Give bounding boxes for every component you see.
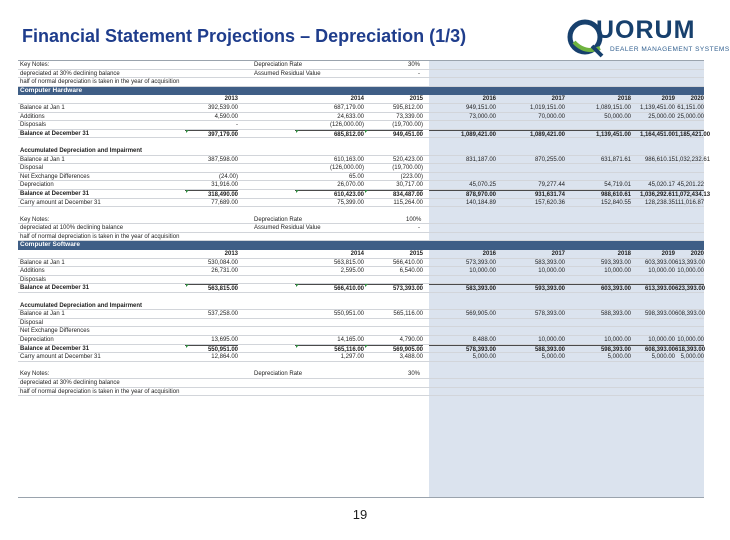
row-label: Accumulated Depreciation and Impairment [20, 302, 143, 309]
note-value: 30% [407, 62, 420, 68]
cell-1: 565,116.00 [295, 345, 364, 354]
row-label: Computer Hardware [20, 86, 83, 94]
cell-5 [565, 164, 631, 173]
cell-4: 10,000.00 [538, 337, 565, 343]
cell-1: 24,633.00 [337, 113, 364, 120]
cell-3 [429, 327, 496, 336]
note-value: - [418, 225, 420, 232]
table-row [18, 388, 704, 397]
cell-2: 4,790.00 [399, 337, 423, 343]
cell-0: 12,864.00 [211, 354, 238, 361]
cell-comment-marker [296, 130, 299, 133]
cell-1: 26,070.00 [337, 182, 364, 189]
row-label: Carry amount at December 31 [20, 354, 101, 361]
cell-2 [364, 319, 423, 328]
cell-1: 1,297.00 [340, 354, 364, 361]
cell-6: 128,238.35 [644, 199, 675, 206]
cell-1: 685,812.00 [295, 130, 364, 139]
table-row [18, 293, 704, 302]
cell-7: 45,201.22 [677, 182, 704, 189]
cell-comment-marker [365, 345, 368, 348]
cell-4 [496, 164, 565, 173]
cell-6 [631, 164, 675, 173]
cell-4 [496, 276, 565, 285]
cell-4: 1,089,421.00 [496, 130, 565, 139]
note-label: Assumed Residual Value [254, 225, 321, 232]
row-label: Balance at Jan 1 [20, 259, 65, 266]
cell-6: 10,000.00 [648, 337, 675, 343]
cell-2: 566,410.00 [392, 259, 423, 266]
table-row [18, 353, 704, 362]
page-title: Financial Statement Projections – Depreciation (1/3) [22, 26, 467, 46]
row-label: half of normal depreciation is taken in the year of acquisition [20, 79, 180, 86]
cell-7: 10,000.00 [677, 337, 704, 343]
cell-2: 834,487.00 [364, 190, 423, 199]
row-label: Key Notes: [20, 371, 50, 378]
cell-5 [565, 121, 631, 130]
cell-1: 2014 [350, 96, 364, 103]
row-label: Disposals [20, 122, 47, 129]
cell-1: 65.00 [348, 173, 364, 180]
cell-6: 5,000.00 [651, 354, 675, 361]
note-label: Assumed Residual Value [254, 70, 321, 77]
cell-4: 593,393.00 [496, 284, 565, 293]
row-label: Balance at Jan 1 [20, 311, 65, 318]
cell-comment-marker [186, 345, 189, 348]
cell-5: 152,840.55 [600, 199, 631, 206]
cell-1: 687,179.00 [333, 104, 364, 111]
cell-7: 2020 [690, 96, 704, 103]
cell-4 [496, 327, 565, 336]
table-row [18, 216, 704, 225]
cell-1: 2014 [350, 251, 364, 258]
cell-0 [185, 319, 238, 328]
cell-3: 45,070.25 [469, 182, 496, 189]
cell-3: 8,488.00 [472, 337, 496, 343]
cell-6: 2019 [661, 251, 675, 258]
cell-5: 50,000.00 [604, 113, 631, 120]
cell-1: 610,163.00 [333, 156, 364, 163]
cell-3 [429, 319, 496, 328]
table-row [18, 164, 704, 173]
table-row [18, 319, 704, 328]
cell-4: 10,000.00 [538, 268, 565, 275]
cell-2: 949,451.00 [364, 130, 423, 139]
cell-4 [496, 121, 565, 130]
cell-4: 578,393.00 [534, 311, 565, 318]
table-row [18, 259, 704, 268]
table-row [18, 379, 704, 388]
row-label: Computer Software [20, 241, 80, 249]
cell-5 [565, 276, 631, 285]
cell-7: 25,000.00 [677, 113, 704, 120]
cell-comment-marker [186, 190, 189, 193]
cell-1: (126,000.00) [329, 122, 364, 129]
table-row [18, 78, 704, 87]
table-row [18, 104, 704, 113]
cell-3: 2016 [482, 251, 496, 258]
cell-2: (19,700.00) [392, 122, 423, 129]
cell-7: 1,032,232.61 [675, 156, 711, 163]
table-row [18, 302, 704, 311]
cell-0: 537,258.00 [207, 311, 238, 318]
cell-7 [675, 327, 704, 336]
cell-4: 870,255.00 [534, 156, 565, 163]
section-bar [18, 241, 704, 250]
cell-2: 6,540.00 [399, 268, 423, 275]
cell-2: 115,264.00 [393, 199, 423, 206]
cell-4: 70,000.00 [538, 113, 565, 120]
cell-7: 608,393.00 [675, 311, 706, 318]
cell-6: 608,393.00 [631, 345, 675, 354]
row-label: depreciated at 30% declining balance [20, 70, 120, 77]
cell-5 [565, 327, 631, 336]
logo-wordmark: UORUM [596, 16, 696, 44]
cell-7 [675, 121, 704, 130]
cell-7: 2020 [690, 251, 704, 258]
table-row [18, 284, 704, 293]
cell-2: 2015 [409, 251, 423, 258]
cell-3: 5,000.00 [472, 354, 496, 361]
cell-3: 140,184.89 [465, 199, 496, 206]
cell-0: 77,689.00 [211, 199, 238, 206]
row-label: Disposals [20, 276, 47, 283]
cell-6 [631, 319, 675, 328]
row-label: Key Notes: [20, 62, 50, 68]
cell-3: 2016 [482, 96, 496, 103]
cell-7: 1,072,434.13 [675, 191, 711, 198]
cell-5: 588,393.00 [600, 311, 631, 318]
cell-0: 530,084.00 [207, 259, 238, 266]
cell-5: 2018 [617, 96, 631, 103]
cell-1: 2,595.00 [340, 268, 364, 275]
table-row [18, 224, 704, 233]
row-label: Accumulated Depreciation and Impairment [20, 147, 143, 154]
cell-5: 1,139,451.00 [565, 130, 631, 139]
cell-7: 618,393.00 [675, 346, 706, 353]
cell-6: 2019 [661, 96, 675, 103]
note-label: Depreciation Rate [254, 216, 303, 223]
row-label: Carry amount at December 31 [20, 199, 101, 206]
table-row [18, 121, 704, 130]
cell-comment-marker [296, 284, 299, 287]
row-label: Disposal [20, 319, 44, 326]
cell-7: 111,016.87 [675, 199, 705, 206]
cell-6: 10,000.00 [648, 268, 675, 275]
cell-4: 157,620.36 [534, 199, 565, 206]
cell-3: 949,151.00 [465, 104, 496, 111]
cell-3: 1,089,421.00 [429, 130, 496, 139]
cell-comment-marker [296, 190, 299, 193]
table-row [18, 70, 704, 79]
cell-5: 603,393.00 [565, 284, 631, 293]
table-row [18, 310, 704, 319]
cell-3: 831,187.00 [465, 156, 496, 163]
cell-1 [295, 327, 364, 336]
cell-4: 588,393.00 [496, 345, 565, 354]
cell-3 [429, 121, 496, 130]
cell-6: 603,393.00 [644, 259, 675, 266]
cell-3: 573,393.00 [465, 259, 496, 266]
table-row [18, 181, 704, 190]
cell-6 [631, 173, 675, 182]
table-row [18, 207, 704, 216]
cell-5: 2018 [617, 251, 631, 258]
table-row [18, 362, 704, 371]
cell-2: 573,393.00 [364, 284, 423, 293]
cell-1: 566,410.00 [295, 284, 364, 293]
cell-1 [295, 319, 364, 328]
table-row [18, 190, 711, 199]
row-label: depreciated at 30% declining balance [20, 379, 120, 386]
cell-2: 520,423.00 [392, 156, 423, 163]
cell-2: 565,116.00 [393, 311, 423, 318]
cell-3 [429, 173, 496, 182]
cell-7 [675, 164, 704, 173]
section-bar [18, 87, 704, 96]
cell-7: 613,393.00 [675, 259, 706, 266]
cell-1: 75,399.00 [337, 199, 364, 206]
cell-5: 54,719.01 [604, 182, 631, 189]
cell-0: - [236, 122, 238, 129]
cell-4: 2017 [551, 96, 565, 103]
cell-5 [565, 173, 631, 182]
cell-4 [496, 173, 565, 182]
cell-6: 1,036,292.61 [631, 190, 675, 199]
table-row [18, 345, 704, 354]
cell-0: 387,598.00 [207, 156, 238, 163]
table-row [18, 276, 704, 285]
cell-3: 10,000.00 [469, 268, 496, 275]
cell-1: 14,165.00 [337, 337, 364, 343]
cell-7: 10,000.00 [677, 268, 704, 275]
table-row [18, 147, 704, 156]
row-label: Net Exchange Differences [20, 173, 90, 180]
cell-7: 1,185,421.00 [675, 131, 711, 138]
cell-7 [675, 173, 704, 182]
table-row [18, 156, 711, 165]
cell-0: 392,539.00 [207, 104, 238, 111]
cell-2: 3,488.00 [399, 354, 423, 361]
cell-comment-marker [186, 284, 189, 287]
row-label: Balance at December 31 [20, 285, 90, 292]
cell-5: 5,000.00 [607, 354, 631, 361]
cell-7 [675, 319, 704, 328]
cell-6: 613,393.00 [631, 284, 675, 293]
table-row [18, 113, 704, 122]
row-label: Balance at December 31 [20, 130, 90, 137]
row-label: Additions [20, 268, 45, 275]
cell-5 [565, 319, 631, 328]
table-row [18, 267, 704, 276]
cell-7: 5,000.00 [680, 354, 704, 361]
cell-5: 10,000.00 [604, 268, 631, 275]
table-row [18, 370, 704, 379]
cell-5: 988,610.61 [565, 190, 631, 199]
cell-4 [496, 319, 565, 328]
cell-6: 45,020.17 [648, 182, 675, 189]
note-value: - [418, 70, 420, 77]
cell-4: 2017 [551, 251, 565, 258]
table-row [18, 138, 704, 147]
cell-comment-marker [365, 284, 368, 287]
table-row [18, 173, 704, 182]
cell-1 [295, 276, 364, 285]
note-value: 100% [406, 216, 422, 223]
cell-0: 26,731.00 [211, 268, 238, 275]
cell-6 [631, 327, 675, 336]
cell-5: 10,000.00 [604, 337, 631, 343]
row-label: depreciated at 100% declining balance [20, 225, 124, 232]
cell-1: 610,423.00 [295, 190, 364, 199]
cell-3: 578,393.00 [429, 345, 496, 354]
cell-2: 595,812.00 [392, 104, 423, 111]
cell-0: 563,815.00 [185, 284, 238, 293]
cell-2: 2015 [409, 96, 423, 103]
cell-0: 2013 [224, 96, 238, 103]
depreciation-table [18, 60, 711, 498]
table-row [18, 199, 704, 208]
note-label: Depreciation Rate [254, 371, 303, 378]
row-label: Key Notes: [20, 216, 50, 223]
cell-0: 397,179.00 [185, 130, 238, 139]
cell-6: 1,139,451.00 [639, 104, 675, 111]
cell-6: 25,000.00 [648, 113, 675, 120]
cell-4: 79,277.44 [538, 182, 565, 189]
cell-3 [429, 164, 496, 173]
cell-7: 623,393.00 [675, 286, 706, 293]
cell-3: 878,970.00 [429, 190, 496, 199]
cell-0: 318,490.00 [185, 190, 238, 199]
cell-0 [185, 164, 238, 173]
table-row [18, 95, 704, 104]
table-rows [18, 61, 711, 396]
table-row [18, 61, 704, 70]
cell-comment-marker [365, 190, 368, 193]
cell-6 [631, 121, 675, 130]
note-value: 30% [407, 371, 420, 378]
row-label: half of normal depreciation is taken in the year of acquisition [20, 388, 180, 395]
cell-7 [675, 276, 704, 285]
company-logo [566, 14, 730, 60]
cell-5: 598,393.00 [565, 345, 631, 354]
cell-3: 583,393.00 [429, 284, 496, 293]
cell-3: 73,000.00 [469, 113, 496, 120]
cell-comment-marker [186, 130, 189, 133]
row-label: Disposal [20, 165, 44, 172]
cell-5: 1,089,151.00 [595, 104, 631, 111]
cell-6 [631, 276, 675, 285]
cell-0 [185, 276, 238, 285]
cell-0: 4,590.00 [214, 113, 238, 120]
row-label: Balance at Jan 1 [20, 156, 65, 163]
cell-5: 631,871.61 [600, 156, 631, 163]
cell-4: 5,000.00 [541, 354, 565, 361]
cell-comment-marker [296, 345, 299, 348]
cell-1: 550,951.00 [333, 311, 364, 318]
cell-0: 550,951.00 [185, 345, 238, 354]
cell-7: 61,151.00 [677, 104, 704, 111]
table-row [18, 233, 704, 242]
cell-0: 2013 [224, 251, 238, 258]
cell-4: 583,393.00 [534, 259, 565, 266]
cell-4: 1,019,151.00 [529, 104, 565, 111]
table-row [18, 327, 704, 336]
cell-2 [364, 327, 423, 336]
cell-1: 563,815.00 [333, 259, 364, 266]
row-label: Balance at December 31 [20, 190, 90, 197]
cell-4: 931,631.74 [496, 190, 565, 199]
cell-2: 73,339.00 [396, 113, 423, 120]
cell-0: (24.00) [218, 173, 238, 180]
cell-6: 598,393.00 [644, 311, 675, 318]
row-label: half of normal depreciation is taken in the year of acquisition [20, 233, 180, 240]
cell-3: 569,905.00 [465, 311, 496, 318]
row-label: Balance at December 31 [20, 345, 90, 352]
cell-0: 31,916.00 [211, 182, 238, 189]
table-row [18, 130, 711, 139]
row-label: Depreciation [20, 182, 54, 189]
cell-2 [364, 276, 423, 285]
logo-tagline: DEALER MANAGEMENT SYSTEMS [610, 46, 730, 53]
cell-1: (126,000.00) [329, 165, 364, 172]
cell-comment-marker [365, 130, 368, 133]
row-label: Net Exchange Differences [20, 328, 90, 335]
cell-5: 593,393.00 [600, 259, 631, 266]
cell-2: 569,905.00 [364, 345, 423, 354]
cell-6: 986,610.15 [644, 156, 675, 163]
cell-2: (223.00) [400, 173, 423, 180]
cell-2: 30,717.00 [396, 182, 423, 189]
page-number: 19 [352, 507, 368, 522]
cell-3 [429, 276, 496, 285]
cell-2: (19,700.00) [392, 165, 423, 172]
row-label: Depreciation [20, 337, 54, 343]
cell-0: 13,695.00 [211, 337, 238, 343]
cell-6: 1,164,451.00 [631, 130, 675, 139]
cell-0 [185, 327, 238, 336]
table-row [18, 336, 704, 345]
note-label: Depreciation Rate [254, 62, 303, 68]
row-label: Additions [20, 113, 45, 120]
table-row [18, 250, 704, 259]
row-label: Balance at Jan 1 [20, 104, 65, 111]
